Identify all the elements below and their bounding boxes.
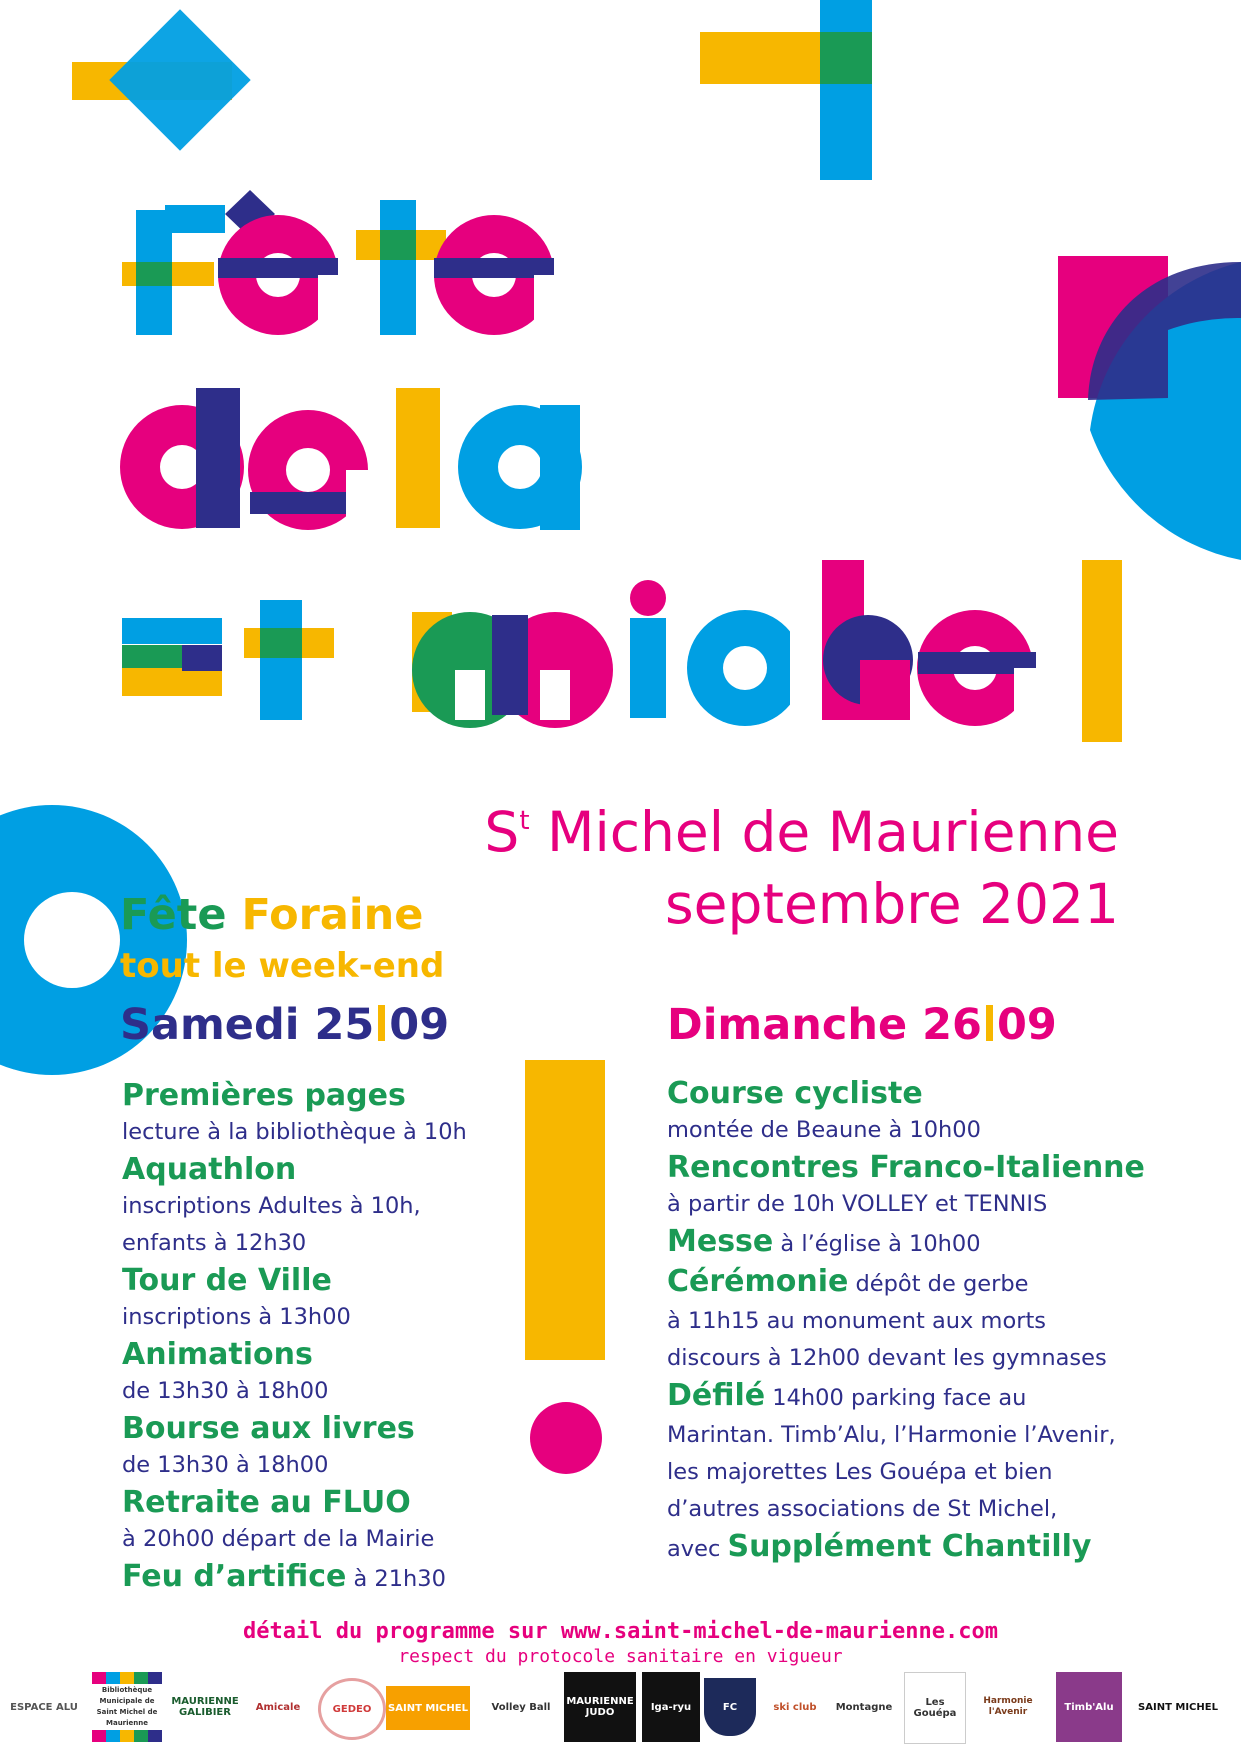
- divider-bar: [378, 1005, 385, 1041]
- event-row: [667, 1223, 1145, 1263]
- sanitary-notice: respect du protocole sanitaire en vigueur: [398, 1646, 843, 1667]
- event-row: [122, 1558, 467, 1598]
- event-detail: discours à 12h00 devant les gymnases: [667, 1345, 1107, 1371]
- sunday-program: [667, 1075, 1145, 1568]
- event-detail: avec: [667, 1536, 728, 1562]
- event-title: Course cycliste: [667, 1076, 923, 1111]
- event-detail: à 11h15 au monument aux morts: [667, 1308, 1047, 1334]
- ski-logo: ski club: [773, 1701, 817, 1713]
- mountain-club-logo: Montagne: [835, 1701, 893, 1713]
- event-detail: inscriptions à 13h00: [122, 1304, 351, 1330]
- event-detail: montée de Beaune à 10h00: [667, 1117, 981, 1143]
- event-row: [667, 1528, 1145, 1568]
- event-title: Rencontres Franco-Italienne: [667, 1150, 1145, 1185]
- event-detail: de 13h30 à 18h00: [122, 1378, 329, 1404]
- event-title: Tour de Ville: [122, 1263, 332, 1298]
- program-link[interactable]: détail du programme sur www.saint-michel-de-maurienne.com: [243, 1619, 998, 1644]
- event-detail: lecture à la bibliothèque à 10h: [122, 1119, 467, 1145]
- event-detail: dépôt de gerbe: [848, 1271, 1029, 1297]
- event-detail: à 21h30: [346, 1566, 446, 1592]
- maurienne-galibier-logo: MAURIENNE GALIBIER: [171, 1696, 239, 1718]
- event-row: [667, 1263, 1145, 1303]
- iga-ryu-logo: Iga-ryu: [642, 1672, 700, 1742]
- date-line: septembre 2021: [665, 872, 1119, 936]
- volley-logo: Volley Ball: [491, 1701, 551, 1713]
- library-logo: Bibliothèque Municipale de Saint Michel de Maurienne: [92, 1672, 162, 1742]
- deco-exclamation-dot: [530, 1402, 602, 1474]
- timbalu-logo: Timb'Alu: [1056, 1672, 1122, 1742]
- event-detail: Marintan. Timb’Alu, l’Harmonie l’Avenir,: [667, 1422, 1116, 1448]
- event-detail: d’autres associations de St Michel,: [667, 1496, 1058, 1522]
- event-detail: à partir de 10h VOLLEY et TENNIS: [667, 1191, 1048, 1217]
- saint-michel-sport-logo: SAINT MICHEL: [386, 1686, 470, 1730]
- event-detail: les majorettes Les Gouépa et bien: [667, 1459, 1053, 1485]
- gouepa-logo: Les Gouépa: [904, 1672, 966, 1744]
- event-title: Premières pages: [122, 1078, 406, 1113]
- deco-bar: [820, 0, 872, 180]
- event-title: Feu d’artifice: [122, 1559, 347, 1594]
- sunday-heading: Dimanche 26 09: [667, 1000, 1057, 1050]
- event-title: Bourse aux livres: [122, 1411, 415, 1446]
- event-detail: à l’église à 10h00: [773, 1231, 981, 1257]
- divider-bar: [986, 1005, 993, 1041]
- event-detail: 14h00 parking face au: [765, 1385, 1027, 1411]
- event-title: Supplément Chantilly: [727, 1529, 1092, 1564]
- sponsor-logos: [0, 1672, 1241, 1744]
- saturday-heading: Samedi 25 09: [120, 1000, 450, 1050]
- deco-overlap: [820, 32, 872, 84]
- deco-diamond: [109, 9, 250, 150]
- event-title: Défilé: [667, 1378, 766, 1413]
- event-detail: à 20h00 départ de la Mairie: [122, 1526, 435, 1552]
- event-title: Aquathlon: [122, 1152, 297, 1187]
- event-title: Messe: [667, 1224, 774, 1259]
- event-title: Cérémonie: [667, 1264, 849, 1299]
- event-detail: inscriptions Adultes à 10h,: [122, 1193, 421, 1219]
- fair-heading: Fête Foraine: [120, 890, 424, 940]
- deco-exclamation-bar: [525, 1060, 605, 1360]
- event-title: Animations: [122, 1337, 313, 1372]
- judo-logo: MAURIENNE JUDO: [564, 1672, 636, 1742]
- amicale-logo: Amicale: [255, 1701, 301, 1713]
- harmonie-logo: Harmonie l'Avenir: [983, 1696, 1033, 1717]
- event-row: [667, 1377, 1145, 1417]
- gedeo-logo: GEDEO: [318, 1678, 386, 1740]
- fair-subheading: tout le week-end: [120, 946, 445, 986]
- event-detail: enfants à 12h30: [122, 1230, 307, 1256]
- event-detail: de 13h30 à 18h00: [122, 1452, 329, 1478]
- football-club-logo: FC: [704, 1678, 756, 1736]
- location-line: $S^t$ Michel de Maurienne: [484, 800, 1119, 864]
- event-title: Retraite au FLUO: [122, 1485, 411, 1520]
- saturday-program: [122, 1077, 467, 1598]
- espace-alu-logo: ESPACE ALU: [10, 1701, 78, 1713]
- saint-michel-town-logo: SAINT MICHEL: [1138, 1701, 1218, 1713]
